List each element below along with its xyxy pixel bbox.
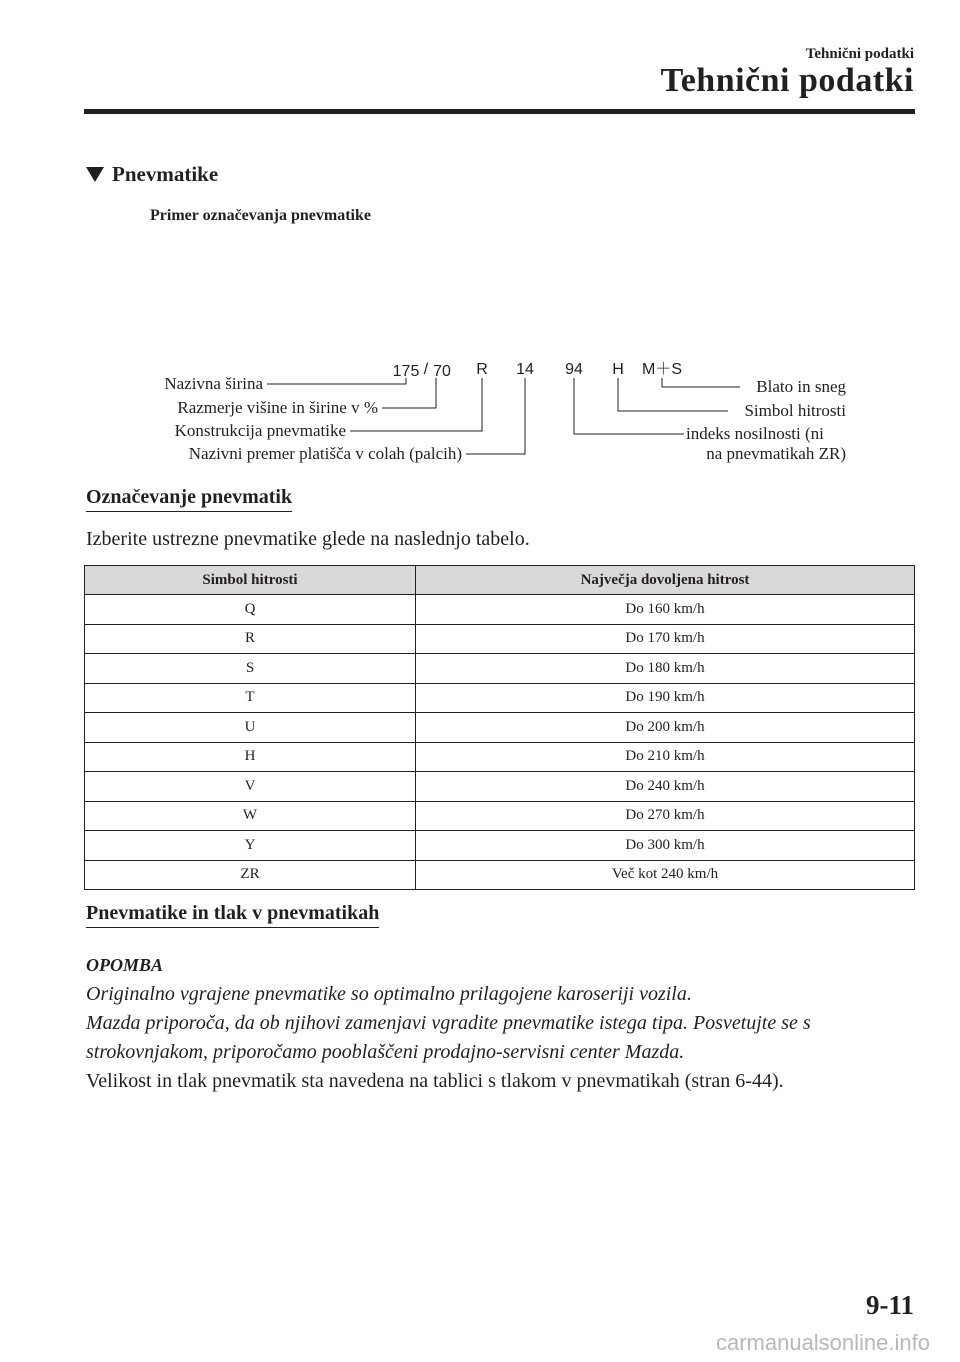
- watermark: carmanualsonline.info: [715, 1330, 930, 1355]
- page-number: 9-11: [865, 1290, 914, 1320]
- table-cell: Do 180 km/h: [416, 654, 915, 684]
- table-row: [85, 595, 915, 625]
- code-speed: H: [612, 361, 624, 378]
- table-row: [85, 683, 915, 713]
- table-row: [85, 772, 915, 802]
- label-construction: Konstrukcija pnevmatike: [174, 421, 346, 440]
- triangle-bullet-icon: [86, 167, 104, 182]
- table-header-cell: Največja dovoljena hitrost: [416, 566, 915, 595]
- code-construction: R: [476, 361, 488, 378]
- table-header-row: [85, 566, 915, 595]
- label-width: Nazivna širina: [164, 374, 263, 393]
- section-title: [86, 162, 218, 187]
- code-width: 175: [392, 363, 420, 380]
- leader-ratio: [382, 378, 436, 408]
- label-load-line1: indeks nosilnosti (ni: [686, 424, 824, 443]
- diagram-caption: Primer označevanja pnevmatike: [150, 207, 371, 224]
- table-cell: W: [85, 801, 416, 831]
- table-cell: R: [85, 624, 416, 654]
- table-row: [85, 742, 915, 772]
- running-header-title: Tehnični podatki: [660, 62, 914, 99]
- leader-load: [574, 378, 684, 434]
- table-cell: ZR: [85, 860, 416, 890]
- table-row: [85, 860, 915, 890]
- table-cell: S: [85, 654, 416, 684]
- table-cell: Več kot 240 km/h: [416, 860, 915, 890]
- table-row: [85, 713, 915, 743]
- table-cell: Do 170 km/h: [416, 624, 915, 654]
- code-slash: /: [423, 361, 429, 378]
- table-cell: Q: [85, 595, 416, 625]
- tyre-marking-diagram: [84, 330, 864, 470]
- table-cell: V: [85, 772, 416, 802]
- leader-ms: [662, 378, 740, 387]
- code-rim: 14: [516, 361, 534, 378]
- table-cell: Do 240 km/h: [416, 772, 915, 802]
- label-load-line2: na pnevmatikah ZR): [706, 444, 846, 463]
- label-rim: Nazivni premer platišča v colah (palcih): [188, 444, 462, 463]
- table-row: [85, 801, 915, 831]
- speed-symbol-table: [84, 565, 915, 890]
- table-cell: Do 190 km/h: [416, 683, 915, 713]
- table-cell: T: [85, 683, 416, 713]
- code-ratio: 70: [433, 363, 451, 380]
- table-cell: Do 270 km/h: [416, 801, 915, 831]
- running-header-small: Tehnični podatki: [805, 46, 914, 62]
- table-cell: Y: [85, 831, 416, 861]
- leader-speed: [618, 378, 728, 411]
- note-title: OPOMBA: [86, 955, 164, 975]
- label-ms: Blato in sneg: [756, 377, 846, 396]
- pressure-heading: Pnevmatike in tlak v pnevmatikah: [86, 902, 379, 928]
- section-title-text: Pnevmatike: [112, 162, 219, 186]
- table-row: [85, 624, 915, 654]
- table-cell: Do 210 km/h: [416, 742, 915, 772]
- label-speed: Simbol hitrosti: [744, 401, 846, 420]
- leader-rim: [466, 378, 525, 454]
- header-rule: [84, 109, 915, 114]
- label-ratio: Razmerje višine in širine v %: [177, 398, 378, 417]
- table-cell: H: [85, 742, 416, 772]
- table-cell: Do 200 km/h: [416, 713, 915, 743]
- table-header-cell: Simbol hitrosti: [85, 566, 416, 595]
- table-row: [85, 831, 915, 861]
- table-cell: Do 160 km/h: [416, 595, 915, 625]
- table-row: [85, 654, 915, 684]
- note-line: Originalno vgrajene pnevmatike so optimalno prilagojene karoseriji vozila.: [86, 983, 692, 1005]
- code-ms: M＋S: [641, 361, 683, 378]
- pressure-text: Velikost in tlak pnevmatik sta navedena na tablici s tlakom v pnevmatikah (stran 6-44).: [86, 1070, 784, 1092]
- code-load: 94: [565, 361, 583, 378]
- note-line: Mazda priporoča, da ob njihovi zamenjavi vgradite pnevmatike istega tipa. Posvetujte se s strokovnjakom, priporočamo pooblaščeni prodajno-servisni center Mazda.: [86, 1012, 811, 1063]
- table-cell: Do 300 km/h: [416, 831, 915, 861]
- marking-intro: Izberite ustrezne pnevmatike glede na naslednjo tabelo.: [86, 528, 530, 550]
- leader-width: [267, 378, 406, 384]
- table-cell: U: [85, 713, 416, 743]
- note-text: [86, 980, 916, 1067]
- marking-heading: Označevanje pnevmatik: [86, 486, 292, 512]
